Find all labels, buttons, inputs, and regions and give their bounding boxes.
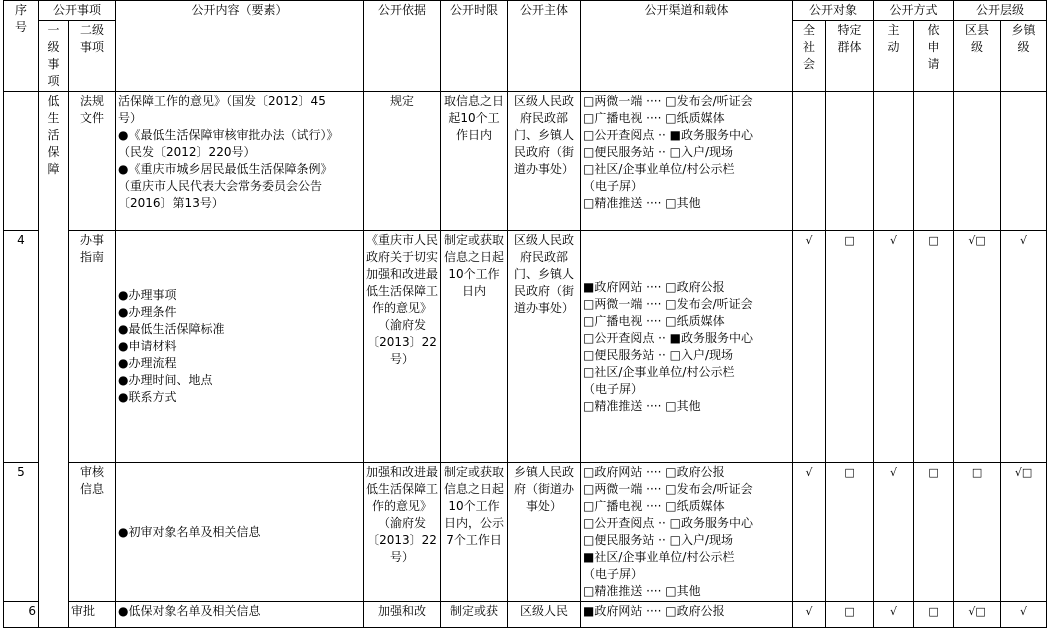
header-teding: 特定群体 [826, 21, 874, 92]
row6-yiju: 加强和改 [364, 602, 441, 628]
row5-xiangzhen: √□ [1001, 463, 1047, 602]
row5-yiju: 加强和改进最低生活保障工作的意见》（渝府发〔2013〕22号） [364, 463, 441, 602]
row6-zhuti: 区级人民 [508, 602, 581, 628]
row3-teding [826, 92, 874, 231]
row4-yishenqing: □ [914, 231, 954, 463]
table-row [4, 92, 1047, 231]
row4-channels: ■政府网站 ···· □政府公报 □两微一端 ···· □发布会/听证会 □广播电视 ···· □纸质媒体 □公开查阅点 ·· ■政务服务中心 □便民服务站 ·· □入户/现场 □社区/企事业单位/村公示栏 （电子屏） □精准推送 ···· □其他 [581, 231, 793, 463]
yiji-cell: 低生活保障 [39, 92, 69, 628]
header-quan-shehui: 全社会 [793, 21, 826, 92]
header-row-1 [4, 1, 1047, 21]
header-neirong: 公开内容（要素） [116, 1, 364, 92]
row6-shixian: 制定或获 [441, 602, 508, 628]
row6-quan: √ [793, 602, 826, 628]
row4-xiangzhen: √ [1001, 231, 1047, 463]
header-yiju: 公开依据 [364, 1, 441, 92]
row5-yishenqing: □ [914, 463, 954, 602]
row3-shixian: 取信息之日起10个工作日内 [441, 92, 508, 231]
header-zhuti: 公开主体 [508, 1, 581, 92]
row4-yiju: 《重庆市人民政府关于切实加强和改进最低生活保障工作的意见》（渝府发〔2013〕22号） [364, 231, 441, 463]
disclosure-table [3, 0, 1047, 628]
row3-channels: □两微一端 ···· □发布会/听证会 □广播电视 ···· □纸质媒体 □公开查阅点 ·· ■政务服务中心 □便民服务站 ·· □入户/现场 □社区/企事业单位/村公示栏 （电子屏） □精准推送 ···· □其他 [581, 92, 793, 231]
row6-erji: 审批 [69, 602, 116, 628]
row5-quan: √ [793, 463, 826, 602]
row3-xiangzhen [1001, 92, 1047, 231]
header-cengji: 公开层级 [954, 1, 1047, 21]
row5-quxian: □ [954, 463, 1001, 602]
row3-yishenqing [914, 92, 954, 231]
row5-num: 5 [4, 463, 39, 602]
row4-teding: □ [826, 231, 874, 463]
row5-teding: □ [826, 463, 874, 602]
row3-quan [793, 92, 826, 231]
header-xuhao: 序号 [4, 1, 39, 92]
row4-quxian: √□ [954, 231, 1001, 463]
header-qudao: 公开渠道和载体 [581, 1, 793, 92]
header-duixiang: 公开对象 [793, 1, 874, 21]
row6-zhudong: √ [874, 602, 914, 628]
header-gongkai-shixiang: 公开事项 [39, 1, 116, 21]
header-xiangzhen: 乡镇级 [1001, 21, 1047, 92]
header-quxian: 区县级 [954, 21, 1001, 92]
header-fangshi: 公开方式 [874, 1, 954, 21]
row6-quxian: √□ [954, 602, 1001, 628]
row6-yishenqing: □ [914, 602, 954, 628]
row3-erji: 法规文件 [69, 92, 116, 231]
row3-num [4, 92, 39, 231]
row3-yiju: 规定 [364, 92, 441, 231]
table-row [4, 463, 1047, 602]
table-row [4, 231, 1047, 463]
row4-quan: √ [793, 231, 826, 463]
row4-zhudong: √ [874, 231, 914, 463]
header-zhudong: 主动 [874, 21, 914, 92]
row6-num: 6 [4, 602, 39, 628]
row3-zhuti: 区级人民政府民政部门、乡镇人民政府（街道办事处） [508, 92, 581, 231]
row5-zhudong: √ [874, 463, 914, 602]
header-shixian: 公开时限 [441, 1, 508, 92]
row5-erji: 审核信息 [69, 463, 116, 602]
row5-content: ●初审对象名单及相关信息 [116, 463, 364, 602]
row5-channels: □政府网站 ···· □政府公报 □两微一端 ···· □发布会/听证会 □广播电视 ···· □纸质媒体 □公开查阅点 ·· □政务服务中心 □便民服务站 ·· □入户/现场 ■社区/企事业单位/村公示栏 （电子屏） □精准推送 ···· □其他 [581, 463, 793, 602]
row4-num: 4 [4, 231, 39, 463]
header-yishenqing: 依申请 [914, 21, 954, 92]
row5-shixian: 制定或获取信息之日起10个工作日内，公示7个工作日 [441, 463, 508, 602]
header-yiji: 一级事项 [39, 21, 69, 92]
row6-teding: □ [826, 602, 874, 628]
row6-content: ●低保对象名单及相关信息 [116, 602, 364, 628]
row5-zhuti: 乡镇人民政府（街道办事处） [508, 463, 581, 602]
row4-content: ●办理事项 ●办理条件 ●最低生活保障标准 ●申请材料 ●办理流程 ●办理时间、地点 ●联系方式 [116, 231, 364, 463]
row3-content: 活保障工作的意见》（国发〔2012〕45 号） ●《最低生活保障审核审批办法（试行）》 （民发〔2012〕220号） ●《重庆市城乡居民最低生活保障条例》 （重庆市人民代表大会常务委员会公告 〔2016〕第13号） [116, 92, 364, 231]
row4-erji: 办事指南 [69, 231, 116, 463]
row3-zhudong [874, 92, 914, 231]
row6-xiangzhen: √ [1001, 602, 1047, 628]
row4-zhuti: 区级人民政府民政部门、乡镇人民政府（街道办事处） [508, 231, 581, 463]
header-erji: 二级事项 [69, 21, 116, 92]
table-row [4, 602, 1047, 628]
row6-channels: ■政府网站 ···· □政府公报 [581, 602, 793, 628]
row3-quxian [954, 92, 1001, 231]
row4-shixian: 制定或获取信息之日起10个工作日内 [441, 231, 508, 463]
